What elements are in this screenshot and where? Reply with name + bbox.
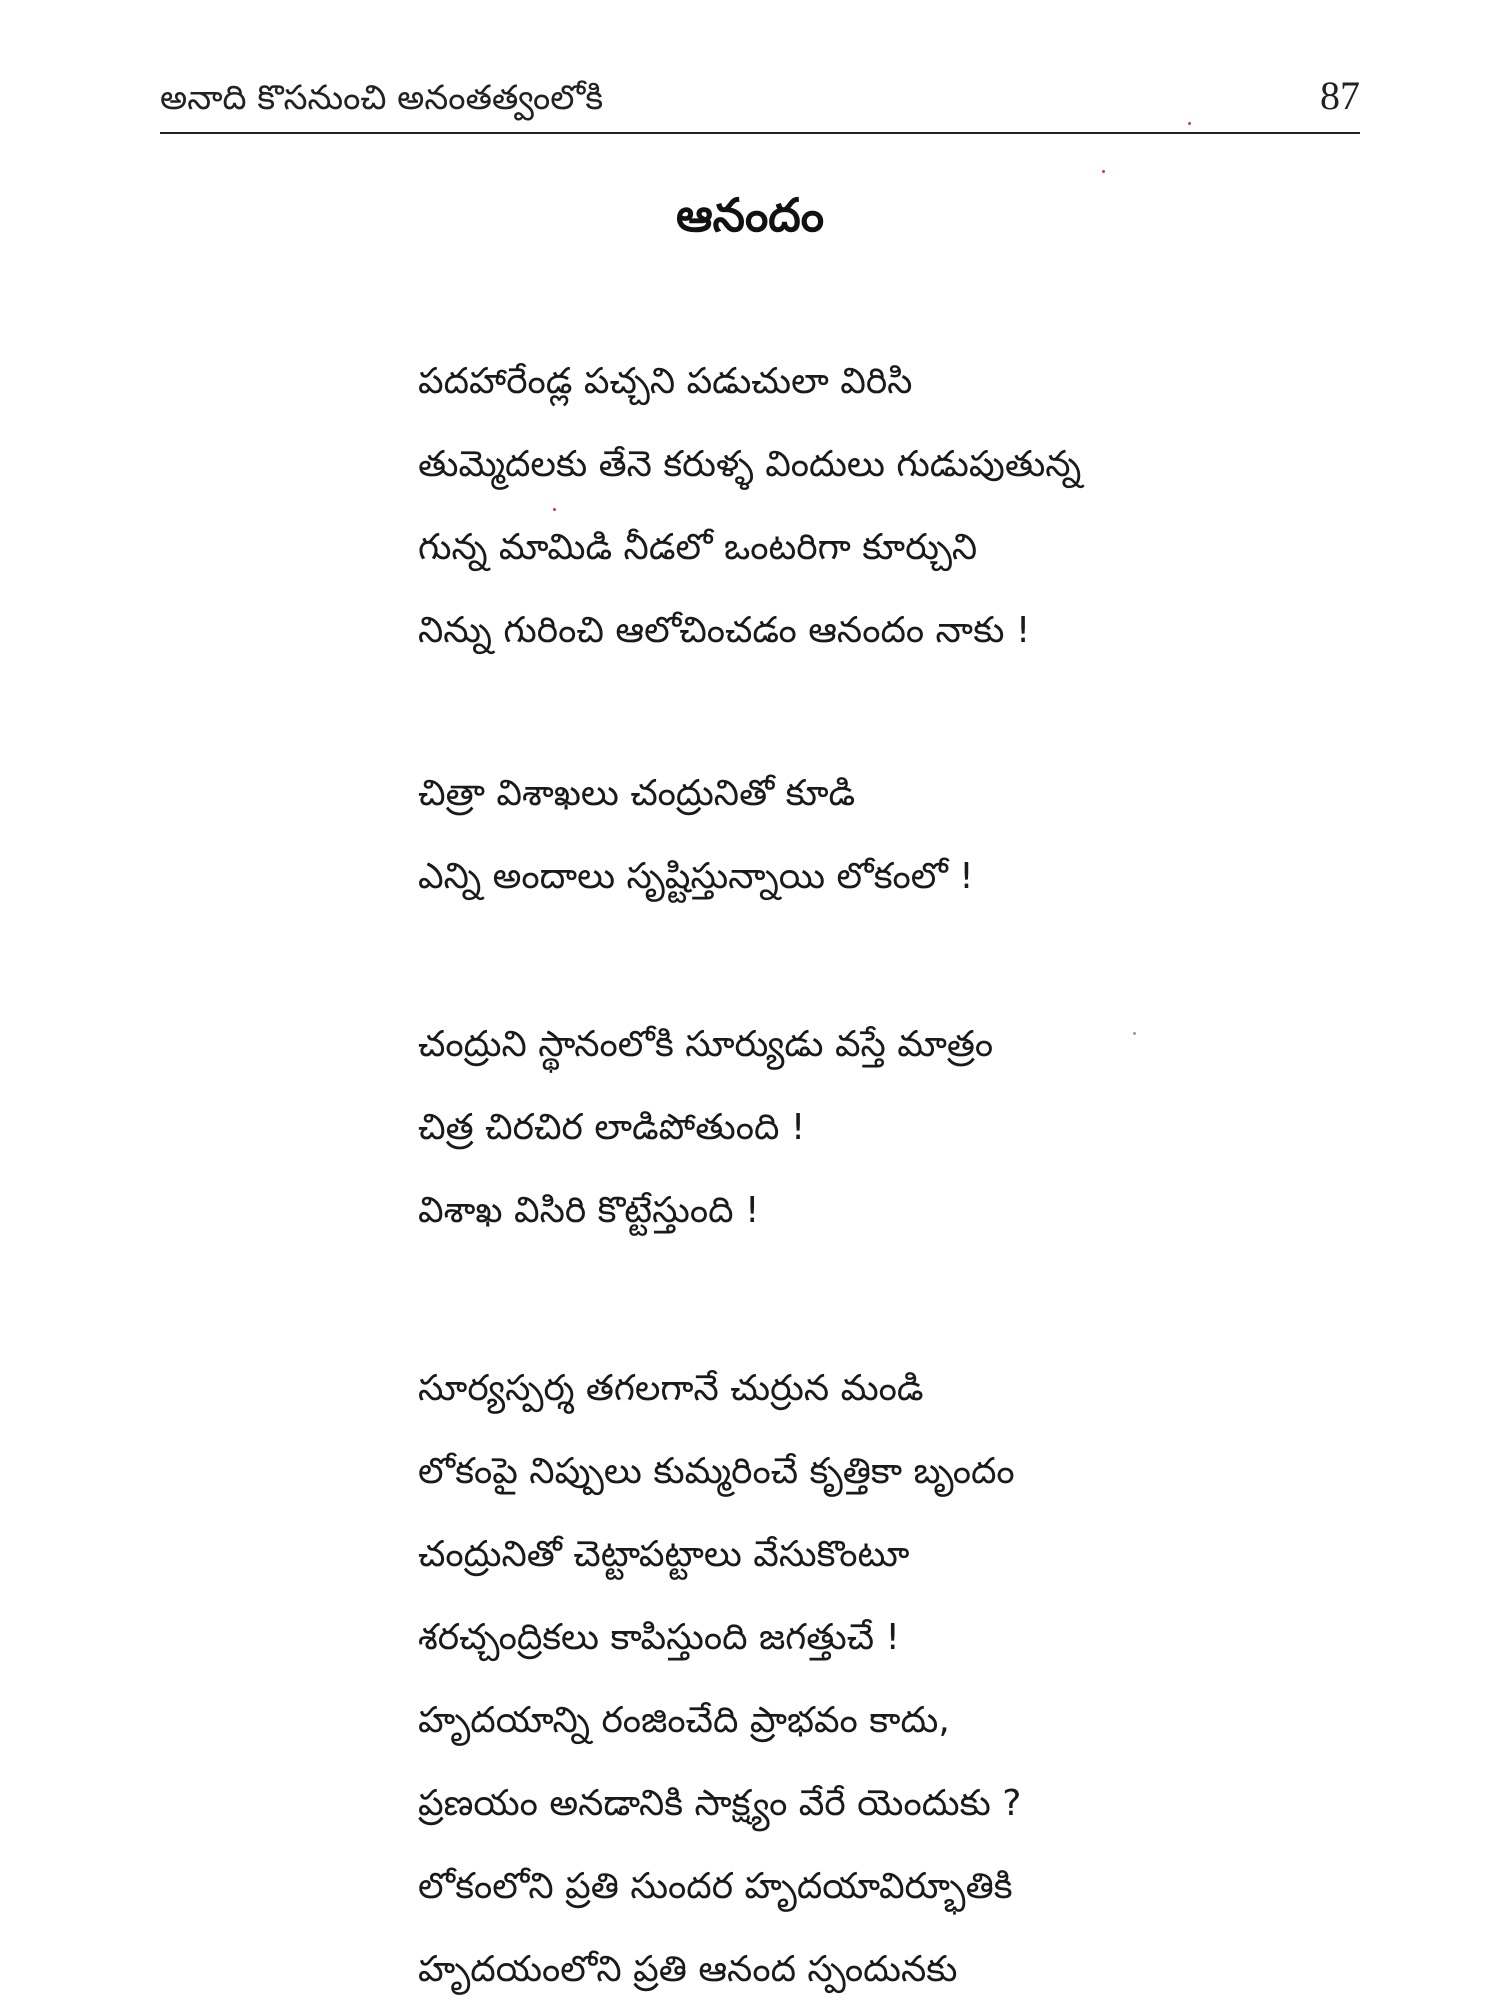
print-speck <box>1188 122 1191 125</box>
poem-line: విశాఖ విసిరి కొట్టేస్తుంది ! <box>418 1190 760 1231</box>
poem-line: గున్న మామిడి నీడలో ఒంటరిగా కూర్చుని <box>418 527 978 568</box>
print-speck <box>1102 170 1105 173</box>
poem-line: ఎన్ని అందాలు సృష్టిస్తున్నాయి లోకంలో ! <box>418 856 974 897</box>
stanza-1 <box>418 340 1418 672</box>
stanza-break <box>418 1252 1418 1347</box>
stanza-3 <box>418 1003 1418 1252</box>
poem-line: లోకంలోని ప్రతి సుందర హృదయావిర్భూతికి <box>418 1866 1013 1907</box>
poem-line: లోకంపై నిప్పులు కుమ్మరించే కృత్తికా బృందం <box>418 1451 1015 1492</box>
poem-line: పదహారేండ్ల పచ్చని పడుచులా విరిసి <box>418 361 913 402</box>
page-number: 87 <box>1320 73 1360 118</box>
poem-line: ప్రణయం అనడానికి సాక్ష్యం వేరే యెందుకు ? <box>418 1783 1022 1824</box>
poem-line: హృదయంలోని ప్రతి ఆనంద స్పందునకు <box>418 1949 958 1990</box>
poem-title: ఆనందం <box>675 188 825 242</box>
print-speck <box>1133 1032 1136 1035</box>
stanza-4 <box>418 1347 1418 2011</box>
stanza-break <box>418 918 1418 1003</box>
stanza-2 <box>418 752 1418 918</box>
poem-line: చంద్రునితో చెట్టాపట్టాలు వేసుకొంటూ <box>418 1534 910 1575</box>
poem-line: చిత్ర చిరచిర లాడిపోతుంది ! <box>418 1107 806 1148</box>
poem-line: సూర్యస్పర్శ తగలగానే చుర్రున మండి <box>418 1368 924 1409</box>
stanza-break <box>418 672 1418 752</box>
poem-body <box>418 340 1418 2011</box>
running-header <box>160 72 1360 134</box>
poem-line: తుమ్మెదలకు తేనె కరుళ్ళ విందులు గుడుపుతున్న <box>418 444 1082 485</box>
running-title: అనాది కొసనుంచి అనంతత్వంలోకి <box>160 78 604 118</box>
poem-line: చంద్రుని స్థానంలోకి సూర్యుడు వస్తే మాత్రం <box>418 1024 994 1065</box>
print-speck <box>553 508 556 511</box>
poem-line: చిత్రా విశాఖలు చంద్రునితో కూడి <box>418 773 856 814</box>
poem-line: హృదయాన్ని రంజించేది ప్రాభవం కాదు, <box>418 1700 950 1741</box>
poem-line: నిన్ను గురించి ఆలోచించడం ఆనందం నాకు ! <box>418 610 1031 651</box>
poem-line: శరచ్చంద్రికలు కాపిస్తుంది జగత్తుచే ! <box>418 1617 900 1658</box>
